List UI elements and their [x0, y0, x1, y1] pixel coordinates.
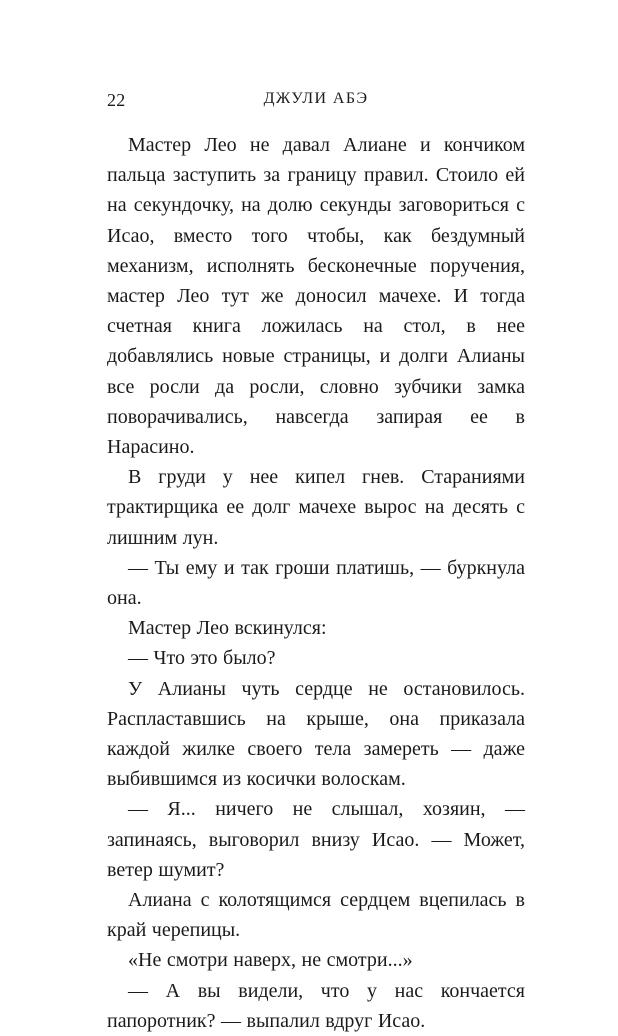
paragraph: «Не смотри наверх, не смотри...»	[128, 949, 413, 972]
page-number: 22	[107, 90, 126, 110]
paragraph: — А вы видели, что у нас кончается папоротник? — выпалил вдруг Исао.	[107, 979, 525, 1032]
paragraph: — Я... ничего не слышал, хозяин, — запинаясь, выговорил внизу Исао. — Может, ветер шумит?	[107, 798, 525, 881]
page-header	[107, 90, 525, 112]
paragraph: Мастер Лео не давал Алиане и кончиком пальца заступить за границу правил. Стоило ей на секундочку, на долю секунды заговориться с Исао, вместо того чтобы, как бездумный механизм, исполнять бесконечные поручения, мастер Лео тут же доносил мачехе. И тогда счетная книга ложилась на стол, в нее добавлялись новые страницы, и долги Алианы все росли да росли, словно зубчики замка поворачивались, навсегда запирая ее в Нарасино.	[107, 134, 525, 459]
paragraph: У Алианы чуть сердце не остановилось. Распластавшись на крыше, она приказала каждой жилке своего тела замереть — даже выбившимся из косички волоскам.	[107, 677, 525, 791]
paragraph: — Ты ему и так гроши платишь, — буркнула она.	[107, 556, 525, 610]
running-head-author: ДЖУЛИ АБЭ	[263, 90, 369, 107]
paragraph: В груди у нее кипел гнев. Стараниями трактирщика ее долг мачехе вырос на десять с лишним лун.	[107, 466, 525, 549]
paragraph: Мастер Лео вскинулся:	[128, 617, 327, 640]
paragraph: — Что это было?	[128, 647, 276, 670]
paragraph: Алиана с колотящимся сердцем вцепилась в край черепицы.	[107, 889, 525, 942]
body-text	[107, 130, 525, 1036]
